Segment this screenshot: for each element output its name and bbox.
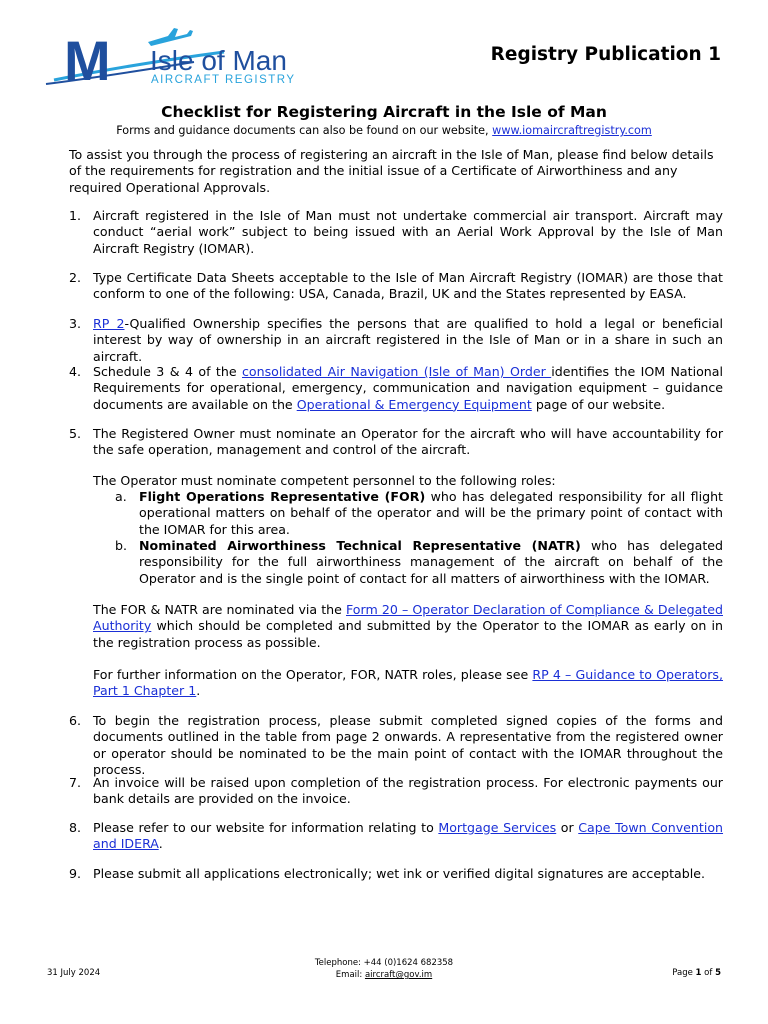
item-text-mid: identifies the IOM National Requirements for operational, emergency, communication and navigation equipment – guidance documents are available on the	[93, 364, 723, 412]
item-number: 8.	[69, 820, 82, 835]
item-text: Aircraft registered in the Isle of Man must not undertake commercial air transport. Aircraft may conduct “aerial work” subject to being issued with an Aerial Work Approval by the Isle of Man Aircraft Registry (IOMAR).	[93, 208, 723, 256]
item-text-post: .	[158, 836, 163, 852]
list-item	[69, 364, 723, 413]
further-info-paragraph	[93, 667, 723, 700]
page-title: Checklist for Registering Aircraft in the Isle of Man	[161, 103, 607, 121]
list-item	[69, 426, 723, 459]
footer-telephone: Telephone: +44 (0)1624 682358	[314, 958, 454, 968]
item-text: An invoice will be raised upon completion of the registration process. For electronic payments our bank details are provided on the invoice.	[93, 775, 723, 807]
role-text	[139, 489, 723, 538]
equipment-link[interactable]: Operational & Emergency Equipment	[296, 396, 532, 412]
rp2-link[interactable]: RP 2	[93, 316, 125, 331]
footer-contact	[0, 957, 768, 981]
item-number: 4.	[69, 364, 82, 379]
role-name: Nominated Airworthiness Technical Representative (NATR)	[139, 538, 581, 553]
page-number: 1	[695, 968, 702, 978]
further-text-post: .	[196, 683, 201, 699]
rp4-link[interactable]: RP 4 – Guidance to Operators, Part 1 Chapter 1	[93, 667, 724, 699]
item-number: 5.	[69, 426, 82, 441]
item-text-body: -Qualified Ownership specifies the persons that are qualified to hold a legal or beneficial interest by way of ownership in an aircraft registered in the Isle of Man or in a share in such an aircraft.	[93, 316, 723, 364]
svg-text:M: M	[64, 29, 111, 92]
footer-date: 31 July 2024	[47, 968, 101, 978]
footer-email-line	[0, 969, 768, 981]
list-item	[69, 316, 723, 365]
item-text: Type Certificate Data Sheets acceptable to the Isle of Man Aircraft Registry (IOMAR) are those that conform to one of the following: USA, Canada, Brazil, UK and the States represented by EASA.	[93, 270, 723, 302]
website-link[interactable]: www.iomaircraftregistry.com	[492, 124, 652, 137]
list-item	[69, 270, 723, 303]
subtitle-text: Forms and guidance documents can also be found on our website,	[116, 124, 493, 137]
item-text	[93, 364, 723, 413]
item-text: Please submit all applications electronically; wet ink or verified digital signatures are acceptable.	[93, 866, 705, 881]
item-number: 2.	[69, 270, 82, 285]
list-item	[69, 775, 723, 808]
form20-text-post: which should be completed and submitted by the Operator to the IOMAR as early on in the registration process as possible.	[93, 618, 723, 650]
intro-paragraph: To assist you through the process of registering an aircraft in the Isle of Man, please find below details of the requirements for registration and the initial issue of a Certificate of Airworthiness and any required Operational Approvals.	[69, 147, 714, 195]
item-number: 3.	[69, 316, 82, 331]
page-indicator	[672, 968, 721, 978]
air-navigation-order-link[interactable]: consolidated Air Navigation (Isle of Man) Order	[242, 364, 552, 379]
list-item	[69, 713, 723, 778]
cape-town-link[interactable]: Cape Town Convention and IDERA	[93, 820, 724, 852]
form-20-link[interactable]: Form 20 – Operator Declaration of Compliance & Delegated Authority	[93, 602, 723, 634]
form20-text-pre: The FOR & NATR are nominated via the	[93, 602, 346, 617]
list-item	[69, 208, 723, 257]
logo	[44, 22, 304, 94]
subtitle	[0, 124, 768, 137]
form20-paragraph	[93, 602, 723, 651]
further-text-pre: For further information on the Operator, FOR, NATR roles, please see	[93, 667, 533, 682]
role-description: who has delegated responsibility for the full airworthiness management of the aircraft on behalf of the Operator and is the single point of contact for all matters of airworthiness with the IOMAR.	[139, 538, 723, 586]
page-of: of	[701, 968, 716, 978]
logo-title: Isle of Man	[150, 45, 287, 76]
item-number: 6.	[69, 713, 82, 728]
publication-title: Registry Publication 1	[490, 44, 721, 65]
role-text	[139, 538, 723, 587]
item-number: 7.	[69, 775, 82, 790]
item-text: To begin the registration process, please submit completed signed copies of the forms and documents outlined in the table from page 2 onwards. A representative from the registered owner or operator should be nominated to be the main point of contact with the IOMAR throughout the process.	[93, 713, 723, 777]
item-text-post: page of our website.	[531, 396, 666, 412]
item-text	[93, 820, 723, 853]
role-item-for	[115, 489, 723, 538]
item-number: 9.	[69, 866, 82, 881]
item-text-mid: or	[556, 820, 579, 835]
role-letter: a.	[115, 489, 127, 504]
logo-subtitle: AIRCRAFT REGISTRY	[151, 74, 296, 86]
item-text-pre: Please refer to our website for information relating to	[93, 820, 439, 835]
item-text: The Registered Owner must nominate an Operator for the aircraft who will have accountability for the safe operation, management and control of the aircraft.	[93, 426, 723, 458]
mortgage-services-link[interactable]: Mortgage Services	[438, 820, 557, 835]
item-text-pre: Schedule 3 & 4 of the	[93, 364, 242, 379]
footer-email-label: Email:	[335, 970, 365, 980]
role-item-natr	[115, 538, 723, 587]
page-label: Page	[672, 968, 696, 978]
roles-intro: The Operator must nominate competent personnel to the following roles:	[93, 473, 556, 488]
role-letter: b.	[115, 538, 127, 553]
item-text	[93, 316, 723, 365]
page-total: 5	[715, 968, 721, 978]
list-item	[69, 866, 723, 882]
item-number: 1.	[69, 208, 82, 223]
role-name: Flight Operations Representative (FOR)	[139, 489, 426, 504]
role-description: who has delegated responsibility for all flight operational matters on behalf of the operator and will be the primary point of contact with the IOMAR for this area.	[139, 489, 723, 537]
email-link[interactable]: aircraft@gov.im	[364, 970, 433, 980]
list-item	[69, 820, 723, 853]
